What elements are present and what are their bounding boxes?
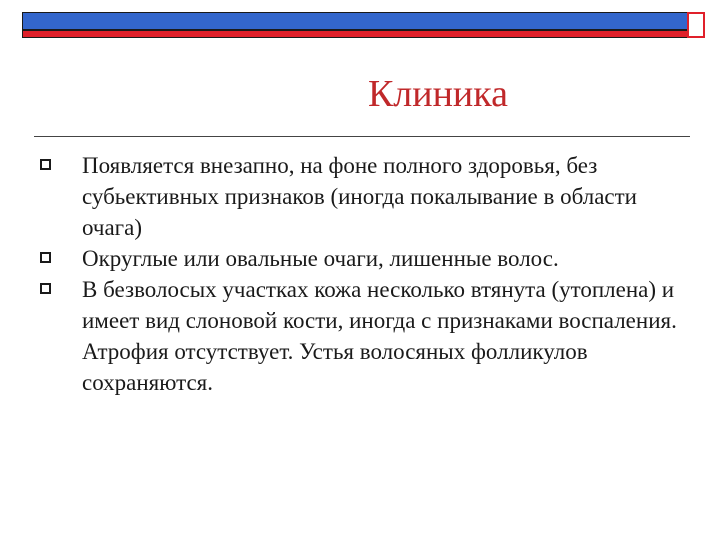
- bullet-item-2: [38, 243, 678, 274]
- header-blue-band: [22, 12, 688, 30]
- bullet-text-1: Появляется внезапно, на фоне полного здоровья, без субьективных признаков (иногда покалывание в области очага): [82, 153, 637, 240]
- slide-title: Клиника: [367, 73, 509, 115]
- hollow-square-bullet-icon: [40, 283, 51, 294]
- title-divider: [34, 136, 690, 137]
- bullet-item-3: [38, 274, 678, 398]
- hollow-square-bullet-icon: [40, 159, 51, 170]
- hollow-square-bullet-icon: [40, 252, 51, 263]
- slide-title-container: [0, 70, 720, 118]
- bullet-text-2: Округлые или овальные очаги, лишенные волос.: [82, 246, 559, 271]
- bullet-list: [38, 150, 678, 398]
- bullet-text-3: В безволосых участках кожа несколько втянута (утоплена) и имеет вид слоновой кости, иногда с признаками воспаления. Атрофия отсутствует. Устья волосяных фолликулов сохраняются.: [82, 277, 677, 395]
- header-corner-square: [687, 12, 705, 38]
- bullet-item-1: [38, 150, 678, 243]
- header-red-band: [22, 30, 688, 38]
